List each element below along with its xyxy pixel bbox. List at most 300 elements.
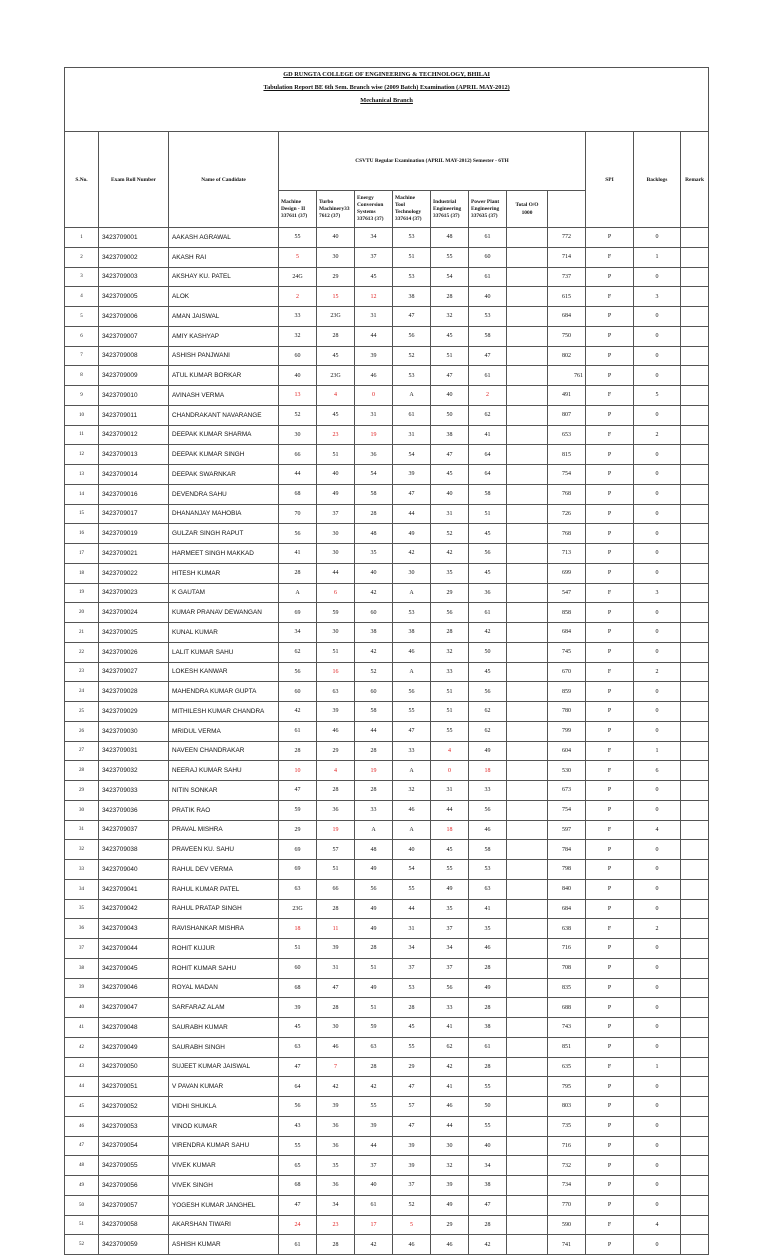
backlog-count: 0 [634, 1195, 681, 1215]
backlog-count: 0 [634, 998, 681, 1018]
spi-result: P [586, 702, 634, 722]
spi-result: P [586, 346, 634, 366]
table-row [65, 781, 709, 801]
spi-result: P [586, 228, 634, 248]
subject-mark: 58 [355, 702, 393, 722]
subject-mark: 55 [431, 860, 469, 880]
subject-mark: 23G [317, 366, 355, 386]
subject-mark: 56 [469, 800, 507, 820]
subject-mark: 42 [355, 1235, 393, 1255]
exam-roll-number: 3423709036 [99, 800, 169, 820]
subject-mark: 19 [317, 820, 355, 840]
remark-cell [681, 405, 709, 425]
blank-cell [507, 1057, 548, 1077]
spi-result: P [586, 504, 634, 524]
blank-cell [507, 702, 548, 722]
remark-cell [681, 603, 709, 623]
table-row [65, 958, 709, 978]
subject-mark: 52 [355, 662, 393, 682]
backlog-count: 0 [634, 366, 681, 386]
subject-mark: 18 [469, 761, 507, 781]
college-title: GD RUNGTA COLLEGE OF ENGINEERING & TECHNOLOGY, BHILAI [65, 68, 709, 82]
exam-roll-number: 3423709013 [99, 445, 169, 465]
subject-mark: 40 [431, 386, 469, 406]
spi-result: P [586, 623, 634, 643]
subject-mark: 40 [469, 287, 507, 307]
remark-cell [681, 1077, 709, 1097]
backlog-count: 0 [634, 1097, 681, 1117]
table-row [65, 820, 709, 840]
subject-mark: 12 [355, 287, 393, 307]
subject-mark: 57 [393, 1097, 431, 1117]
total-marks: 653 [548, 425, 586, 445]
blank-cell [507, 366, 548, 386]
candidate-name: AKSHAY KU. PATEL [169, 267, 279, 287]
total-marks: 851 [548, 1037, 586, 1057]
candidate-name: AVINASH VERMA [169, 386, 279, 406]
subject-mark: 37 [355, 1156, 393, 1176]
subject-mark: 56 [469, 682, 507, 702]
subject-mark: 50 [469, 1097, 507, 1117]
subject-mark: 33 [393, 741, 431, 761]
remark-cell [681, 879, 709, 899]
subject-mark: 37 [355, 247, 393, 267]
serial-number: 28 [65, 761, 99, 781]
subject-mark: 61 [279, 721, 317, 741]
table-row [65, 1195, 709, 1215]
subject-mark: 62 [279, 642, 317, 662]
serial-number: 52 [65, 1235, 99, 1255]
subject-mark: 51 [317, 445, 355, 465]
subject-mark: 35 [317, 1156, 355, 1176]
remark-cell [681, 228, 709, 248]
subject-mark: 42 [469, 1235, 507, 1255]
candidate-name: AKARSHAN TIWARI [169, 1215, 279, 1235]
subject-line: 337615 (37) [433, 212, 460, 219]
subject-mark: 34 [393, 939, 431, 959]
candidate-name: MAHENDRA KUMAR GUPTA [169, 682, 279, 702]
subject-line: Energy [357, 195, 374, 201]
subject-line: Machine [281, 198, 302, 205]
backlog-count: 3 [634, 287, 681, 307]
total-marks: 784 [548, 840, 586, 860]
backlog-count: 0 [634, 840, 681, 860]
table-row [65, 583, 709, 603]
backlog-count: 0 [634, 465, 681, 485]
subject-mark: 32 [431, 307, 469, 327]
subject-header [279, 191, 317, 228]
blank-cell [507, 405, 548, 425]
total-marks: 734 [548, 1176, 586, 1196]
serial-number: 43 [65, 1057, 99, 1077]
subject-mark: 42 [355, 642, 393, 662]
subject-mark: 23G [279, 899, 317, 919]
remark-cell [681, 1176, 709, 1196]
subject-mark: 51 [317, 860, 355, 880]
subject-mark: 44 [431, 1116, 469, 1136]
subject-mark: 53 [469, 860, 507, 880]
subject-mark: 61 [279, 1235, 317, 1255]
serial-number: 37 [65, 939, 99, 959]
serial-number: 20 [65, 603, 99, 623]
subject-mark: 34 [431, 939, 469, 959]
remark-cell [681, 682, 709, 702]
subject-mark: 47 [317, 978, 355, 998]
candidate-name: CHANDRAKANT NAVARANGE [169, 405, 279, 425]
remark-cell [681, 1018, 709, 1038]
table-row [65, 247, 709, 267]
candidate-name: DEEPAK KUMAR SINGH [169, 445, 279, 465]
spi-result: P [586, 840, 634, 860]
subject-mark: 13 [279, 386, 317, 406]
table-row [65, 919, 709, 939]
candidate-name: VIRENDRA KUMAR SAHU [169, 1136, 279, 1156]
subject-mark: 60 [279, 346, 317, 366]
backlog-count: 0 [634, 405, 681, 425]
spi-result: F [586, 247, 634, 267]
remark-cell [681, 998, 709, 1018]
subject-mark: 28 [317, 781, 355, 801]
table-row [65, 800, 709, 820]
blank-header [548, 191, 586, 228]
exam-roll-number: 3423709054 [99, 1136, 169, 1156]
blank-cell [507, 465, 548, 485]
total-marks: 840 [548, 879, 586, 899]
table-row [65, 840, 709, 860]
backlog-count: 0 [634, 544, 681, 564]
spi-result: P [586, 445, 634, 465]
total-marks: 798 [548, 860, 586, 880]
spi-result: P [586, 1136, 634, 1156]
table-row [65, 544, 709, 564]
spi-result: P [586, 860, 634, 880]
remark-cell [681, 978, 709, 998]
subject-mark: 15 [317, 287, 355, 307]
subject-mark: 28 [355, 504, 393, 524]
spi-result: P [586, 307, 634, 327]
subject-mark: 48 [355, 524, 393, 544]
table-row [65, 1116, 709, 1136]
remark-cell [681, 1235, 709, 1255]
subject-mark: 38 [431, 425, 469, 445]
total-marks: 754 [548, 800, 586, 820]
subject-mark: 44 [431, 800, 469, 820]
candidate-name: AMAN JAISWAL [169, 307, 279, 327]
subject-mark: 38 [469, 1018, 507, 1038]
subject-mark: 60 [279, 682, 317, 702]
serial-number: 49 [65, 1176, 99, 1196]
spi-result: P [586, 267, 634, 287]
subject-mark: 69 [279, 860, 317, 880]
blank-cell [507, 741, 548, 761]
subject-mark: 41 [469, 899, 507, 919]
subject-mark: 36 [317, 1136, 355, 1156]
candidate-name: GULZAR SINGH RAPUT [169, 524, 279, 544]
subject-mark: 36 [317, 1116, 355, 1136]
subject-line: Engineering [471, 205, 500, 212]
subject-mark: 35 [431, 563, 469, 583]
blank-cell [507, 939, 548, 959]
subject-mark: A [393, 662, 431, 682]
subject-mark: A [393, 583, 431, 603]
subject-mark: 52 [431, 524, 469, 544]
backlog-count: 0 [634, 879, 681, 899]
exam-roll-number: 3423709017 [99, 504, 169, 524]
total-marks: 737 [548, 267, 586, 287]
spi-result: P [586, 405, 634, 425]
subject-line: Total O/O [515, 202, 539, 208]
subject-mark: 23 [317, 1215, 355, 1235]
remark-cell [681, 386, 709, 406]
subject-mark: 39 [279, 998, 317, 1018]
subject-mark: 28 [469, 998, 507, 1018]
spi-result: F [586, 820, 634, 840]
spi-result: F [586, 1057, 634, 1077]
subject-mark: 37 [317, 504, 355, 524]
total-marks: 802 [548, 346, 586, 366]
serial-number: 19 [65, 583, 99, 603]
subject-mark: 51 [279, 939, 317, 959]
total-marks: 815 [548, 445, 586, 465]
candidate-name: NAVEEN CHANDRAKAR [169, 741, 279, 761]
total-header [507, 191, 548, 228]
exam-roll-number: 3423709046 [99, 978, 169, 998]
subject-mark: 33 [279, 307, 317, 327]
subject-mark: 59 [279, 800, 317, 820]
serial-number: 27 [65, 741, 99, 761]
candidate-name: NITIN SONKAR [169, 781, 279, 801]
subject-mark: 56 [469, 544, 507, 564]
candidate-name: MITHILESH KUMAR CHANDRA [169, 702, 279, 722]
spi-result: P [586, 1037, 634, 1057]
subject-mark: 55 [393, 879, 431, 899]
exam-roll-number: 3423709058 [99, 1215, 169, 1235]
candidate-name: RAVISHANKAR MISHRA [169, 919, 279, 939]
exam-roll-number: 3423709019 [99, 524, 169, 544]
table-row [65, 1176, 709, 1196]
serial-number: 51 [65, 1215, 99, 1235]
subject-mark: 30 [317, 247, 355, 267]
backlog-count: 0 [634, 1037, 681, 1057]
subject-mark: 36 [317, 800, 355, 820]
col-header-sno: S.No. [65, 132, 99, 228]
blank-cell [507, 800, 548, 820]
blank-cell [507, 642, 548, 662]
blank-cell [507, 1195, 548, 1215]
backlog-count: 0 [634, 939, 681, 959]
candidate-name: DEEPAK KUMAR SHARMA [169, 425, 279, 445]
col-header-exam: CSVTU Regular Examination (APRIL MAY-2012) Semester - 6TH [279, 132, 586, 191]
subject-mark: 47 [279, 781, 317, 801]
spi-result: P [586, 1195, 634, 1215]
total-marks: 604 [548, 741, 586, 761]
exam-roll-number: 3423709055 [99, 1156, 169, 1176]
subject-mark: 39 [393, 1156, 431, 1176]
subject-line: Machinery33 [319, 205, 350, 212]
table-row [65, 386, 709, 406]
subject-mark: 46 [393, 800, 431, 820]
spi-result: F [586, 287, 634, 307]
subject-mark: 53 [469, 307, 507, 327]
blank-cell [507, 860, 548, 880]
subject-mark: 28 [279, 563, 317, 583]
subject-mark: 45 [469, 662, 507, 682]
total-marks: 547 [548, 583, 586, 603]
subject-mark: 63 [279, 1037, 317, 1057]
subject-mark: 2 [279, 287, 317, 307]
subject-mark: 40 [317, 228, 355, 248]
remark-cell [681, 721, 709, 741]
subject-mark: 61 [469, 267, 507, 287]
table-row [65, 721, 709, 741]
exam-roll-number: 3423709010 [99, 386, 169, 406]
candidate-name: KUNAL KUMAR [169, 623, 279, 643]
subject-mark: 44 [317, 563, 355, 583]
subject-header [317, 191, 355, 228]
subject-mark: 55 [393, 1037, 431, 1057]
subject-mark: 34 [279, 623, 317, 643]
serial-number: 29 [65, 781, 99, 801]
backlog-count: 6 [634, 761, 681, 781]
candidate-name: VINOD KUMAR [169, 1116, 279, 1136]
table-row [65, 1136, 709, 1156]
subject-mark: 49 [355, 860, 393, 880]
subject-mark: A [393, 820, 431, 840]
blank-cell [507, 425, 548, 445]
remark-cell [681, 267, 709, 287]
subject-mark: 41 [431, 1077, 469, 1097]
serial-number: 50 [65, 1195, 99, 1215]
total-marks: 795 [548, 1077, 586, 1097]
total-marks: 726 [548, 504, 586, 524]
total-marks: 750 [548, 326, 586, 346]
subject-mark: A [393, 386, 431, 406]
serial-number: 12 [65, 445, 99, 465]
blank-cell [507, 386, 548, 406]
exam-roll-number: 3423709022 [99, 563, 169, 583]
subject-mark: 68 [279, 1176, 317, 1196]
candidate-name: RAHUL PRATAP SINGH [169, 899, 279, 919]
serial-number: 38 [65, 958, 99, 978]
blank-cell [507, 761, 548, 781]
subject-mark: 46 [431, 1097, 469, 1117]
total-marks: 768 [548, 484, 586, 504]
subject-mark: 49 [431, 1195, 469, 1215]
total-marks: 714 [548, 247, 586, 267]
backlog-count: 0 [634, 603, 681, 623]
total-marks: 743 [548, 1018, 586, 1038]
subject-mark: 42 [355, 1077, 393, 1097]
total-marks: 780 [548, 702, 586, 722]
candidate-name: NEERAJ KUMAR SAHU [169, 761, 279, 781]
total-marks: 638 [548, 919, 586, 939]
remark-cell [681, 326, 709, 346]
total-marks: 741 [548, 1235, 586, 1255]
subject-mark: 0 [431, 761, 469, 781]
subject-mark: 45 [393, 1018, 431, 1038]
subject-mark: 51 [355, 998, 393, 1018]
candidate-name: ASHISH PANJWANI [169, 346, 279, 366]
subject-mark: 31 [431, 504, 469, 524]
remark-cell [681, 1057, 709, 1077]
spi-result: P [586, 544, 634, 564]
exam-roll-number: 3423709043 [99, 919, 169, 939]
serial-number: 15 [65, 504, 99, 524]
total-marks: 858 [548, 603, 586, 623]
candidate-name: AAKASH AGRAWAL [169, 228, 279, 248]
backlog-count: 2 [634, 662, 681, 682]
backlog-count: 0 [634, 1136, 681, 1156]
blank-cell [507, 603, 548, 623]
blank-cell [507, 228, 548, 248]
blank-cell [507, 287, 548, 307]
blank-cell [507, 1116, 548, 1136]
backlog-count: 0 [634, 1176, 681, 1196]
subject-mark: 31 [317, 958, 355, 978]
subject-mark: 49 [317, 484, 355, 504]
exam-roll-number: 3423709011 [99, 405, 169, 425]
subject-mark: 51 [431, 702, 469, 722]
subject-mark: 32 [431, 1156, 469, 1176]
subject-mark: 37 [431, 919, 469, 939]
serial-number: 4 [65, 287, 99, 307]
exam-roll-number: 3423709024 [99, 603, 169, 623]
total-marks: 684 [548, 623, 586, 643]
subject-mark: 28 [317, 998, 355, 1018]
subject-mark: 30 [393, 563, 431, 583]
total-marks: 754 [548, 465, 586, 485]
subject-mark: 55 [355, 1097, 393, 1117]
subject-mark: 48 [431, 228, 469, 248]
candidate-name: DEVENDRA SAHU [169, 484, 279, 504]
spi-result: F [586, 1215, 634, 1235]
subject-mark: 40 [355, 1176, 393, 1196]
backlog-count: 0 [634, 307, 681, 327]
subject-mark: 62 [469, 702, 507, 722]
candidate-name: AKASH RAI [169, 247, 279, 267]
table-row [65, 741, 709, 761]
tabulation-report [64, 67, 708, 1255]
blank-cell [507, 721, 548, 741]
subject-mark: 29 [431, 583, 469, 603]
branch-title: Mechanical Branch [65, 94, 709, 107]
spi-result: F [586, 425, 634, 445]
subject-mark: 62 [431, 1037, 469, 1057]
serial-number: 35 [65, 899, 99, 919]
remark-cell [681, 425, 709, 445]
subject-mark: A [355, 820, 393, 840]
subject-mark: 46 [469, 820, 507, 840]
serial-number: 9 [65, 386, 99, 406]
subject-mark: 34 [355, 228, 393, 248]
subject-mark: 59 [355, 1018, 393, 1038]
subject-mark: 39 [431, 1176, 469, 1196]
serial-number: 13 [65, 465, 99, 485]
table-row [65, 879, 709, 899]
subject-mark: 52 [393, 1195, 431, 1215]
subject-mark: 42 [393, 544, 431, 564]
remark-cell [681, 702, 709, 722]
candidate-name: SAURABH SINGH [169, 1037, 279, 1057]
subject-mark: 61 [355, 1195, 393, 1215]
backlog-count: 0 [634, 1077, 681, 1097]
backlog-count: 0 [634, 445, 681, 465]
subject-mark: 18 [279, 919, 317, 939]
candidate-name: ROHIT KUJUR [169, 939, 279, 959]
spi-result: P [586, 1235, 634, 1255]
subject-mark: 28 [317, 326, 355, 346]
subject-mark: 61 [469, 366, 507, 386]
